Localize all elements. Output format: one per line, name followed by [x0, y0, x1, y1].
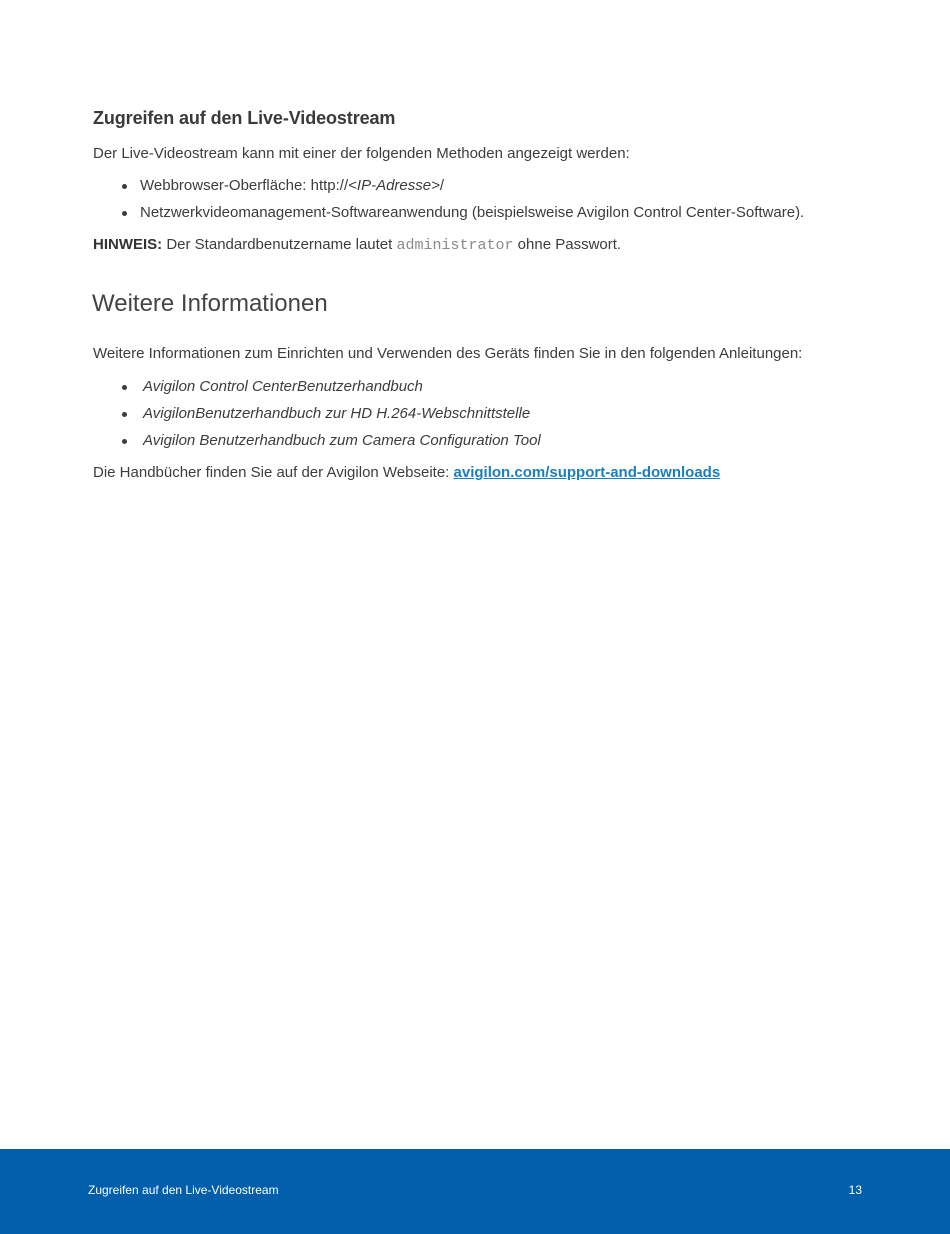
- bullet-dot: [122, 439, 127, 444]
- footer-title: Zugreifen auf den Live-Videostream: [88, 1183, 279, 1197]
- more-info-heading: Weitere Informationen: [92, 290, 328, 317]
- note-paragraph: [93, 236, 621, 254]
- website-text: Die Handbücher finden Sie auf der Avigilon Webseite:: [93, 464, 454, 481]
- page-footer: [0, 1149, 950, 1234]
- bullet-dot: [122, 184, 127, 189]
- guide-item: Avigilon Benutzerhandbuch zum Camera Configuration Tool: [143, 432, 541, 449]
- support-downloads-link[interactable]: avigilon.com/support-and-downloads: [453, 464, 721, 481]
- page-number: 13: [848, 1183, 862, 1197]
- section-heading: Zugreifen auf den Live-Videostream: [93, 108, 396, 128]
- note-text-before: Der Standardbenutzername lautet: [162, 236, 397, 253]
- bullet-item-web: [140, 177, 444, 194]
- note-text-after: ohne Passwort.: [513, 236, 622, 253]
- default-username: administrator: [396, 237, 514, 254]
- bullet-dot: [122, 385, 127, 390]
- guide-item: AvigilonBenutzerhandbuch zur HD H.264-Webschnittstelle: [143, 405, 531, 422]
- bullet-dot: [122, 412, 127, 417]
- more-info-intro: Weitere Informationen zum Einrichten und Verwenden des Geräts finden Sie in den folgenden Anleitungen:: [93, 345, 803, 362]
- bullet-web-suffix: /: [439, 177, 445, 194]
- bullet-dot: [122, 211, 127, 216]
- section-intro: Der Live-Videostream kann mit einer der folgenden Methoden angezeigt werden:: [93, 145, 630, 162]
- note-label: HINWEIS:: [93, 236, 163, 253]
- bullet-web-prefix: Webbrowser-Oberfläche: http://: [140, 177, 349, 194]
- bullet-item-vms: Netzwerkvideomanagement-Softwareanwendung (beispielsweise Avigilon Control Center-Software).: [140, 204, 805, 221]
- website-paragraph: [93, 464, 720, 481]
- guide-item: Avigilon Control CenterBenutzerhandbuch: [143, 378, 423, 395]
- ip-placeholder: <IP-Adresse>: [348, 177, 440, 194]
